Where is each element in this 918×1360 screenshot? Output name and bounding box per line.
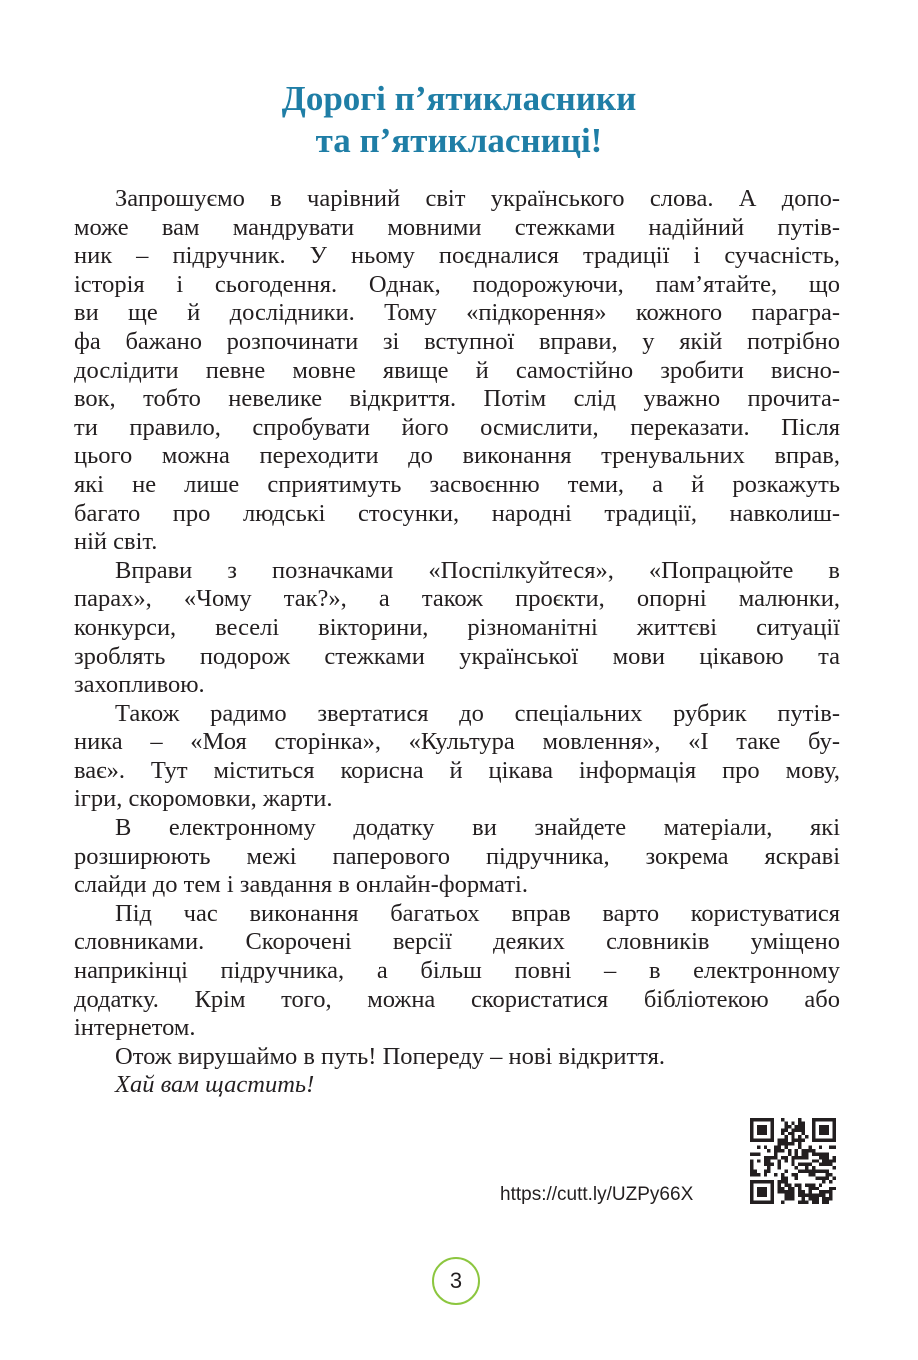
text-line: ник – підручник. У ньому поєдналися традиції і сучасність,	[74, 242, 840, 270]
text-line: ває». Тут міститься корисна й цікава інформація про мову,	[74, 756, 840, 784]
text-line: наприкінці підручника, а більш повні – в електронному	[74, 957, 840, 985]
text-line: які не лише сприятимуть засвоєнню теми, а й розкажуть	[74, 470, 840, 498]
text-line: парах», «Чому так?», а також проєкти, опорні малюнки,	[74, 585, 840, 613]
text-line: фа бажано розпочинати зі вступної вправи, у якій потрібно	[74, 327, 840, 355]
text-line: розширюють межі паперового підручника, зокрема яскраві	[74, 842, 840, 870]
text-line: багато про людські стосунки, народні традиції, навколиш-	[74, 499, 840, 527]
text-line: історія і сьогодення. Однак, подорожуючи, пам’ятайте, що	[74, 270, 840, 298]
text-line: ти правило, спробувати його осмислити, переказати. Після	[74, 413, 840, 441]
text-line: Вправи з позначками «Поспілкуйтеся», «Попрацюйте в	[115, 556, 840, 584]
text-line: Також радимо звертатися до спеціальних рубрик путів-	[115, 699, 840, 727]
page-title-line-1: Дорогі п’ятикласники	[281, 79, 637, 118]
body-text	[74, 185, 840, 1100]
text-line: В електронному додатку ви знайдете матеріали, які	[115, 814, 840, 842]
text-line: захопливою.	[74, 671, 205, 699]
text-line: слайди до тем і завдання в онлайн-форматі.	[74, 871, 528, 899]
text-line: Отож вирушаймо в путь! Попереду – нові відкриття.	[115, 1042, 665, 1070]
qr-url-link[interactable]: https://cutt.ly/UZPy66X	[500, 1184, 694, 1205]
text-line: може вам мандрувати мовними стежками надійний путів-	[74, 213, 840, 241]
qr-code-icon[interactable]	[750, 1118, 836, 1204]
text-line: словниками. Скорочені версії деяких словників уміщено	[74, 928, 840, 956]
text-line: зроблять подорож стежками української мови цікавою та	[74, 642, 840, 670]
text-line: ній світ.	[74, 528, 158, 556]
text-line: інтернетом.	[74, 1014, 196, 1042]
text-line: вок, тобто невелике відкриття. Потім слід уважно прочита-	[74, 385, 840, 413]
text-line: Під час виконання багатьох вправ варто користуватися	[115, 899, 840, 927]
text-line: ви ще й дослідники. Тому «підкорення» кожного парагра-	[74, 299, 840, 327]
text-line: додатку. Крім того, можна скористатися бібліотекою або	[74, 985, 840, 1013]
page-number: 3	[432, 1257, 480, 1305]
page-title	[0, 78, 918, 162]
page-title-line-2: та п’ятикласниці!	[315, 121, 603, 160]
text-line: дослідити певне мовне явище й самостійно зробити висно-	[74, 356, 840, 384]
text-line: Запрошуємо в чарівний світ українського слова. А допо-	[115, 185, 840, 212]
text-line: цього можна переходити до виконання тренувальних вправ,	[74, 442, 840, 470]
text-line: ігри, скоромовки, жарти.	[74, 785, 333, 813]
text-line: ника – «Моя сторінка», «Культура мовлення», «І таке бу-	[74, 728, 840, 756]
text-line: конкурси, веселі вікторини, різноманітні життєві ситуації	[74, 613, 840, 641]
closing-line: Хай вам щастить!	[115, 1071, 315, 1099]
